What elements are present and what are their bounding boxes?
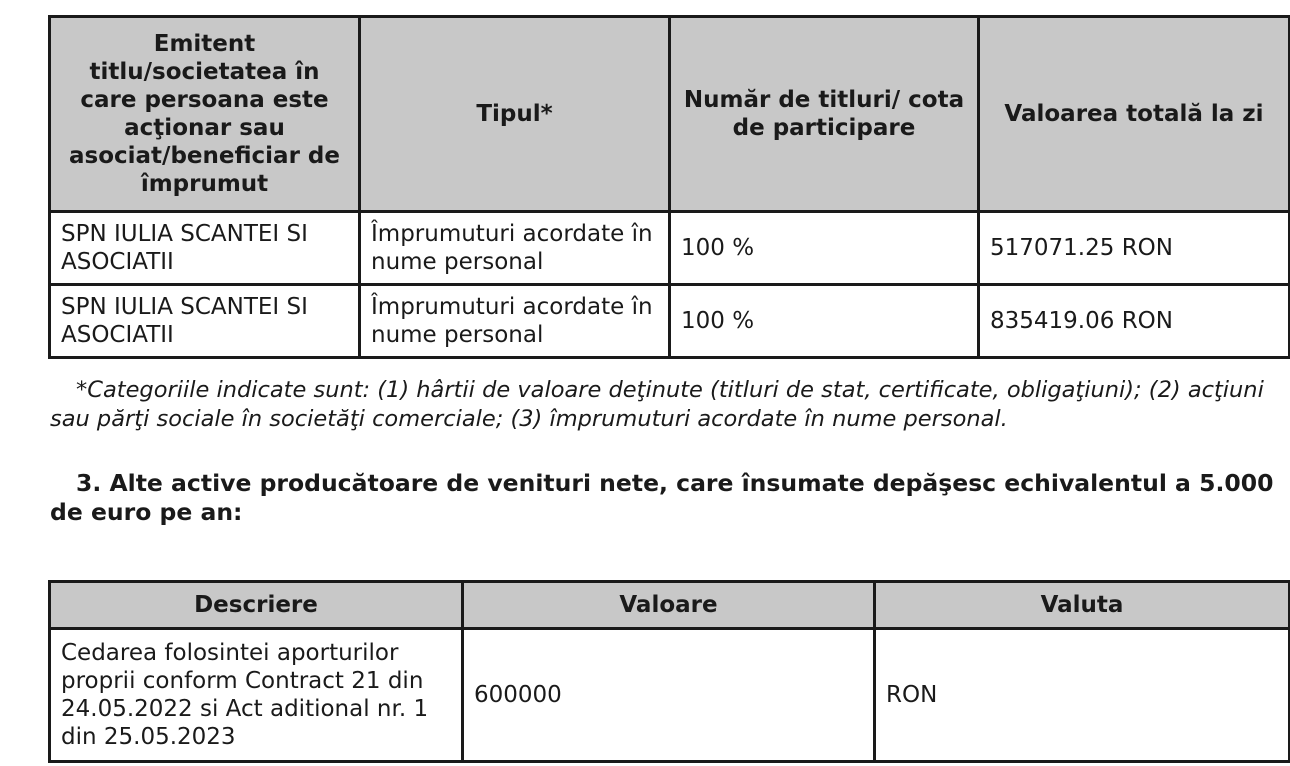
type-cell: Împrumuturi acordate în nume personal	[360, 285, 670, 358]
shares-cell: 100 %	[670, 212, 979, 285]
description-cell: Cedarea folosintei aporturilor proprii conform Contract 21 din 24.05.2022 si Act aditional nr. 1 din 25.05.2023	[50, 629, 463, 762]
amount-cell: 600000	[463, 629, 875, 762]
table-row	[50, 212, 1290, 285]
header-currency: Valuta	[875, 582, 1290, 629]
value-cell: 517071.25 RON	[979, 212, 1290, 285]
issuer-cell: SPN IULIA SCANTEI SI ASOCIATII	[50, 212, 360, 285]
shares-cell: 100 %	[670, 285, 979, 358]
header-shares-count: Număr de titluri/ cota de participare	[670, 17, 979, 212]
categories-footnote: *Categoriile indicate sunt: (1) hârtii de valoare deţinute (titluri de stat, certificate, obligaţiuni); (2) acţiuni sau părţi sociale în societăţi comerciale; (3) împrumuturi acordate în nume personal.	[50, 377, 1264, 432]
type-cell: Împrumuturi acordate în nume personal	[360, 212, 670, 285]
header-issuer: Emitent titlu/societatea în care persoana este acţionar sau asociat/beneficiar de împrumut	[50, 17, 360, 212]
header-value: Valoare	[463, 582, 875, 629]
holdings-table	[48, 15, 1290, 359]
table-row	[50, 285, 1290, 358]
header-total-value: Valoarea totală la zi	[979, 17, 1290, 212]
table-row	[50, 629, 1290, 762]
issuer-cell: SPN IULIA SCANTEI SI ASOCIATII	[50, 285, 360, 358]
currency-cell: RON	[875, 629, 1290, 762]
holdings-header-row	[50, 17, 1290, 212]
assets-table	[48, 580, 1290, 763]
value-cell: 835419.06 RON	[979, 285, 1290, 358]
section-heading: 3. Alte active producătoare de venituri nete, care însumate depăşesc echivalentul a 5.000 de euro pe an:	[50, 469, 1274, 526]
header-description: Descriere	[50, 582, 463, 629]
assets-header-row	[50, 582, 1290, 629]
header-type: Tipul*	[360, 17, 670, 212]
